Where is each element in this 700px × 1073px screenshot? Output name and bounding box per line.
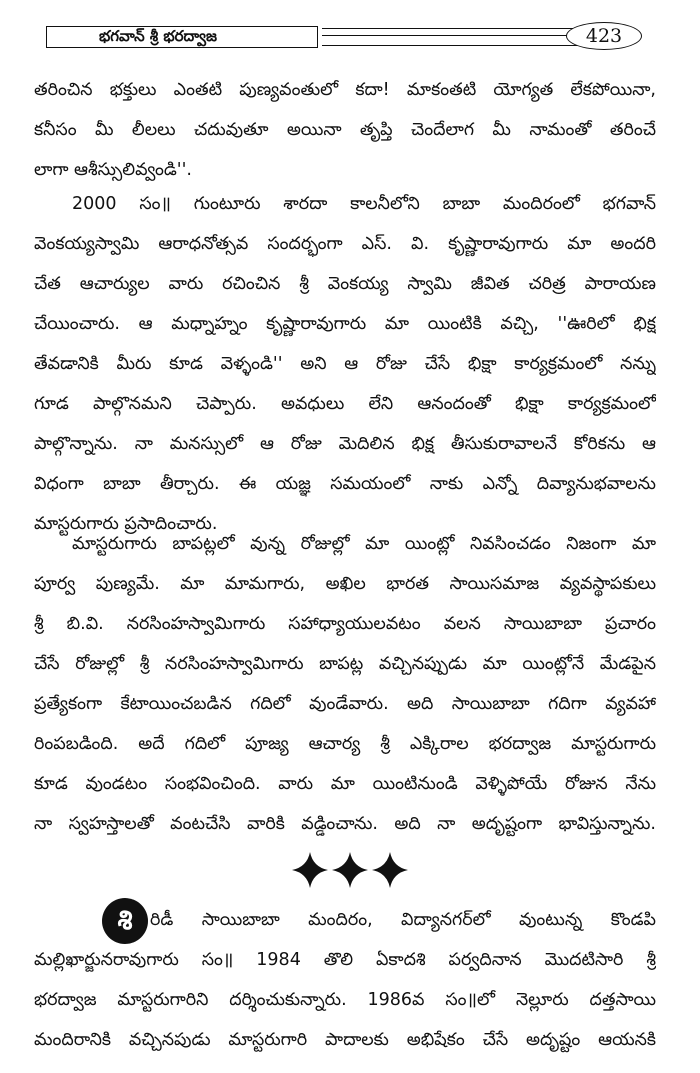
page-number: 423 [566,22,642,50]
header-rule [322,28,608,46]
text-line: పాల్గొన్నాను. నా మనస్సులో ఆ రోజు మెదిలిన భిక్ష తీసుకురావాలనే కోరికను ఆ [34,434,656,454]
drop-cap: శి [102,898,148,944]
text-line: మందిరానికి వచ్చినపుడు మాస్టరుగారి పాదాలకు అభిషేకం చేసే అదృష్టం ఆయనకి [34,1030,656,1050]
text-line: కూడ వుండటం సంభవించింది. వారు మా యింటినుండి వెళ్ళిపోయే రోజున నేను [34,774,656,794]
text-line: నా స్వహస్తాలతో వంటచేసి వారికి వడ్డించాను. అది నా అదృష్టంగా భావిస్తున్నాను. [34,814,656,834]
text-line: చేసే రోజుల్లో శ్రీ నరసింహస్వామిగారు బాపట్ల వచ్చినప్పుడు మా యింట్లోనే మేడపైన [34,654,656,674]
text-line: రింపబడింది. అదే గదిలో పూజ్య ఆచార్య శ్రీ ఎక్కిరాల భరద్వాజ మాస్టరుగారు [34,734,656,754]
text-line: మాస్టరుగారు బాపట్లలో వున్న రోజుల్లో మా యింట్లో నివసించడం నిజంగా మా [72,534,656,554]
text-line: మల్లిఖార్జునరావుగారు సం॥ 1984 తొలి ఏకాదశి పర్వదినాన మొదటిసారి శ్రీ [34,950,656,970]
text-line: కనీసం మీ లీలలు చదువుతూ అయినా తృప్తి చెందేలాగ మీ నామంతో తరించే [34,120,656,140]
running-title: భగవాన్ శ్రీ భరద్వాజ [46,26,318,48]
text-line: పూర్వ పుణ్యమే. మా మామగారు, అఖిల భారత సాయిసమాజ వ్యవస్థాపకులు [34,574,656,594]
paragraph-1 [34,70,656,190]
text-line: రిడీ సాయిబాబా మందిరం, విద్యానగర్‌లో వుంటున్న కొండపి [150,910,656,930]
text-line: ప్రత్యేకంగా కేటాయించబడిన గదిలో వుండేవారు. అది సాయిబాబా గదిగా వ్యవహా [34,694,656,714]
text-line: మాస్టరుగారు ప్రసాదించారు. [34,514,218,534]
paragraph-4 [34,900,656,1060]
paragraph-2 [34,184,656,544]
text-line: తరించిన భక్తులు ఎంతటి పుణ్యవంతులో కదా! మాకంతటి యోగ్యత లేకపోయినా, [34,80,656,100]
text-line: తేవడానికి మీరు కూడ వెళ్ళండి'' అని ఆ రోజు చేసే భిక్షా కార్యక్రమంలో నన్ను [34,354,656,374]
text-line: 2000 సం॥ గుంటూరు శారదా కాలనీలోని బాబా మందిరంలో భగవాన్ [72,194,656,214]
text-line: వెంకయ్యస్వామి ఆరాధనోత్సవ సందర్భంగా ఎస్. వి. కృష్ణారావుగారు మా అందరి [34,234,656,254]
text-line: లాగా ఆశీస్సులివ్వండి''. [34,160,192,180]
text-line: విధంగా బాబా తీర్చారు. ఈ యజ్ఞ సమయంలో నాకు ఎన్నో దివ్యానుభవాలను [34,474,656,494]
text-line: చేత ఆచార్యుల వారు రచించిన శ్రీ వెంకయ్య స్వామి జీవిత చరిత్ర పారాయణ [34,274,656,294]
text-line: గూడ పాల్గొనమని చెప్పారు. అవధులు లేని ఆనందంతో భిక్షా కార్యక్రమంలో [34,394,656,414]
text-line: శ్రీ బి.వి. నరసింహస్వామిగారు సహాధ్యాయులవటం వలన సాయిబాబా ప్రచారం [34,614,656,634]
text-line: చేయించారు. ఆ మధ్నాహ్నం కృష్ణారావుగారు మా యింటికి వచ్చి, ''ఊరిలో భిక్ష [34,314,656,334]
running-header [46,20,656,54]
four-point-star-divider-icon [290,850,410,890]
text-line: భరద్వాజ మాస్టరుగారిని దర్శించుకున్నారు. 1986వ సం॥లో నెల్లూరు దత్తసాయి [34,990,656,1010]
